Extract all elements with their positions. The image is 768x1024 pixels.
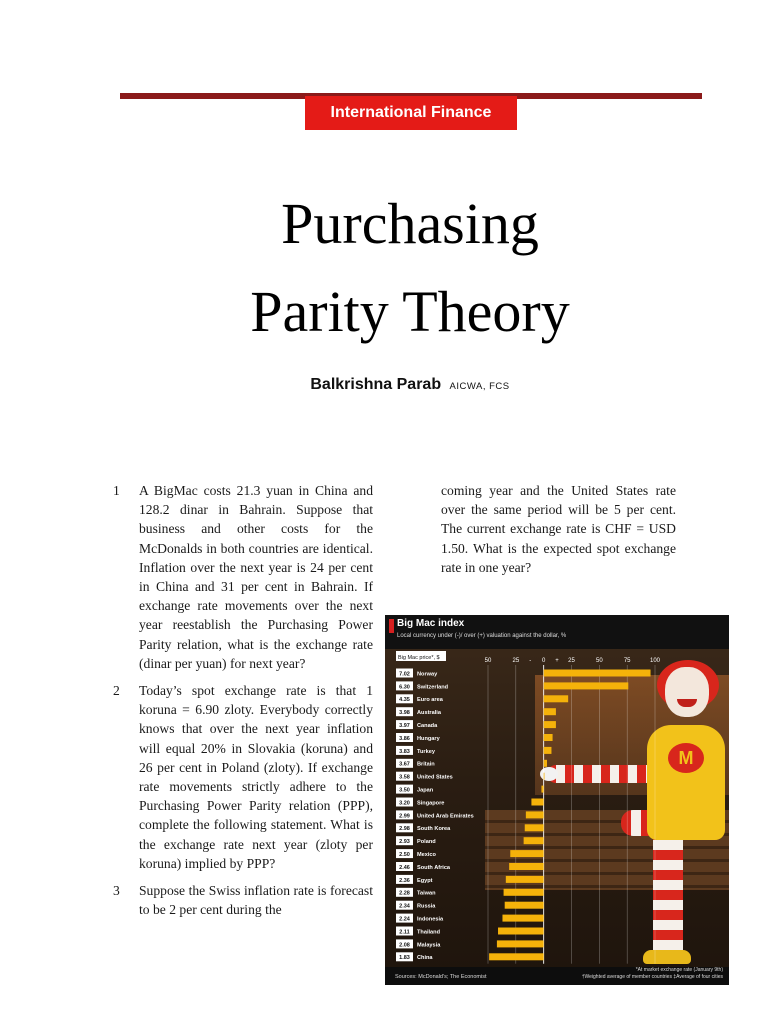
question-text: A BigMac costs 21.3 yuan in China and 128.2 dinar in Bahrain. Suppose that business and other costs for the McDonalds in both countries are identical. Inflation over the next year is 24 per cent in China and 31 per cent in Bahrain. If exchange rate movements over the next year reestablish the Purchasing Power Parity relation, what is the exchange rate (dinar per yuan) for next year? [139, 483, 373, 671]
question-2 [113, 681, 373, 873]
question-3-continued: coming year and the United States rate over the same period will be 5 per cent. The current exchange rate is CHF = USD 1.50. What is the expected spot exchange rate in one year? [441, 483, 676, 575]
country-label: Taiwan [417, 890, 436, 897]
price-label: 3.67 [399, 761, 410, 768]
bar [509, 863, 544, 870]
author-name: Balkrishna Parab [310, 376, 442, 393]
bar [498, 928, 544, 935]
big-mac-chart [385, 615, 729, 985]
price-label: 2.24 [399, 916, 410, 923]
bar [525, 824, 544, 831]
tick-label: 25 [512, 658, 520, 664]
bar [502, 915, 543, 922]
price-label: 2.11 [399, 929, 410, 936]
bar [544, 734, 553, 741]
question-1 [113, 481, 373, 673]
price-label: 1.83 [399, 955, 410, 962]
figure-source: Sources: McDonald’s; The Economist [395, 974, 487, 980]
byline [0, 376, 768, 394]
bar [531, 799, 543, 806]
bar [504, 889, 544, 896]
bar [544, 760, 547, 767]
figure-note-line-2: †Weighted average of member countries ‡Average of four cities [581, 973, 723, 980]
country-label: Poland [417, 839, 436, 846]
bar [544, 695, 568, 702]
tick-label: 25 [568, 658, 575, 664]
bar [541, 786, 543, 793]
bar [544, 708, 556, 715]
tick-label: 50 [484, 658, 492, 664]
price-label: 3.98 [399, 710, 410, 717]
price-label: 7.02 [399, 671, 410, 678]
price-label: 2.08 [399, 942, 410, 949]
country-label: Malaysia [417, 942, 441, 949]
price-label: 3.58 [399, 774, 410, 781]
price-label: 4.35 [399, 697, 410, 704]
country-label: Canada [417, 723, 438, 729]
question-number: 3 [113, 883, 120, 899]
bar [544, 721, 556, 728]
country-label: Indonesia [417, 916, 444, 923]
bar [544, 747, 552, 754]
mcdonalds-logo-icon: M [668, 743, 704, 773]
question-text: Suppose the Swiss inflation rate is forecast to be 2 per cent during the [139, 883, 373, 918]
price-label: 2.36 [399, 877, 410, 884]
figure-note-line-1: *At market exchange rate (January 9th) [635, 967, 723, 973]
price-label: 3.50 [399, 787, 410, 794]
price-label: 3.97 [399, 723, 410, 729]
bar [524, 837, 544, 844]
country-label: Norway [417, 671, 438, 678]
country-label: Thailand [417, 929, 440, 936]
price-label: 2.34 [399, 903, 410, 910]
price-label: 2.28 [399, 890, 410, 897]
bar [526, 811, 544, 818]
bar [510, 850, 543, 857]
country-label: Hungary [417, 735, 440, 742]
price-label: 3.83 [399, 748, 410, 755]
title-line-1: Purchasing [281, 191, 539, 256]
author-credentials: AICWA, FCS [449, 381, 510, 392]
title-line-2: Parity Theory [250, 279, 570, 344]
country-label: Turkey [417, 748, 435, 755]
big-mac-figure [385, 615, 729, 985]
right-column [441, 481, 676, 577]
question-3 [113, 881, 373, 919]
country-label: Japan [417, 787, 434, 794]
price-label: 2.46 [399, 864, 410, 871]
figure-subtitle: Local currency under (-)/ over (+) valuation against the dollar, % [397, 633, 567, 639]
price-label: 2.50 [399, 852, 410, 858]
price-header-label: Big Mac price*, $ [398, 655, 440, 661]
bar [544, 773, 545, 780]
price-label: 2.99 [399, 813, 410, 820]
tick-label: - [529, 658, 532, 664]
country-label: South Africa [417, 864, 451, 871]
bar [544, 670, 651, 677]
country-label: Britain [417, 761, 435, 768]
country-label: Switzerland [417, 684, 449, 691]
figure-title: Big Mac index [397, 618, 465, 629]
price-label: 3.86 [399, 735, 410, 742]
question-number: 1 [113, 483, 120, 498]
left-column [113, 481, 373, 927]
price-label: 2.93 [399, 839, 410, 846]
tick-label: 50 [595, 658, 603, 664]
tick-label: + [555, 658, 559, 664]
bar [497, 940, 544, 947]
country-label: Singapore [417, 800, 445, 807]
bar [505, 902, 544, 909]
bar [506, 876, 544, 883]
country-label: China [417, 955, 433, 962]
country-label: Mexico [417, 852, 436, 858]
price-label: 2.98 [399, 826, 410, 833]
figure-note [582, 967, 723, 980]
bar [489, 953, 544, 960]
question-text: Today’s spot exchange rate is that 1 koruna = 6.90 zloty. Everybody correctly knows that over the next year inflation will equal 20% in Slovakia (koruna) and 26 per cent in Poland (zloty). If exchange rate movements strictly adhere to the Purchasing Power Parity relation (PPP), complete the following statement. What is the exchange rate next year (zloty per koruna) implied by PPP? [139, 683, 373, 871]
country-label: Russia [417, 903, 436, 910]
country-label: Euro area [417, 697, 443, 704]
tick-label: 75 [623, 658, 631, 664]
country-label: Egypt [417, 877, 433, 884]
tick-label: 100 [649, 658, 661, 664]
tick-label: 0 [541, 658, 546, 664]
section-tag: International Finance [305, 96, 517, 130]
price-label: 6.30 [399, 684, 410, 691]
question-number: 2 [113, 683, 120, 699]
country-label: United States [417, 774, 453, 781]
price-label: 3.20 [399, 800, 410, 807]
bar [544, 682, 629, 689]
country-label: United Arab Emirates [417, 813, 474, 820]
country-label: Australia [417, 710, 441, 717]
country-label: South Korea [417, 826, 451, 833]
